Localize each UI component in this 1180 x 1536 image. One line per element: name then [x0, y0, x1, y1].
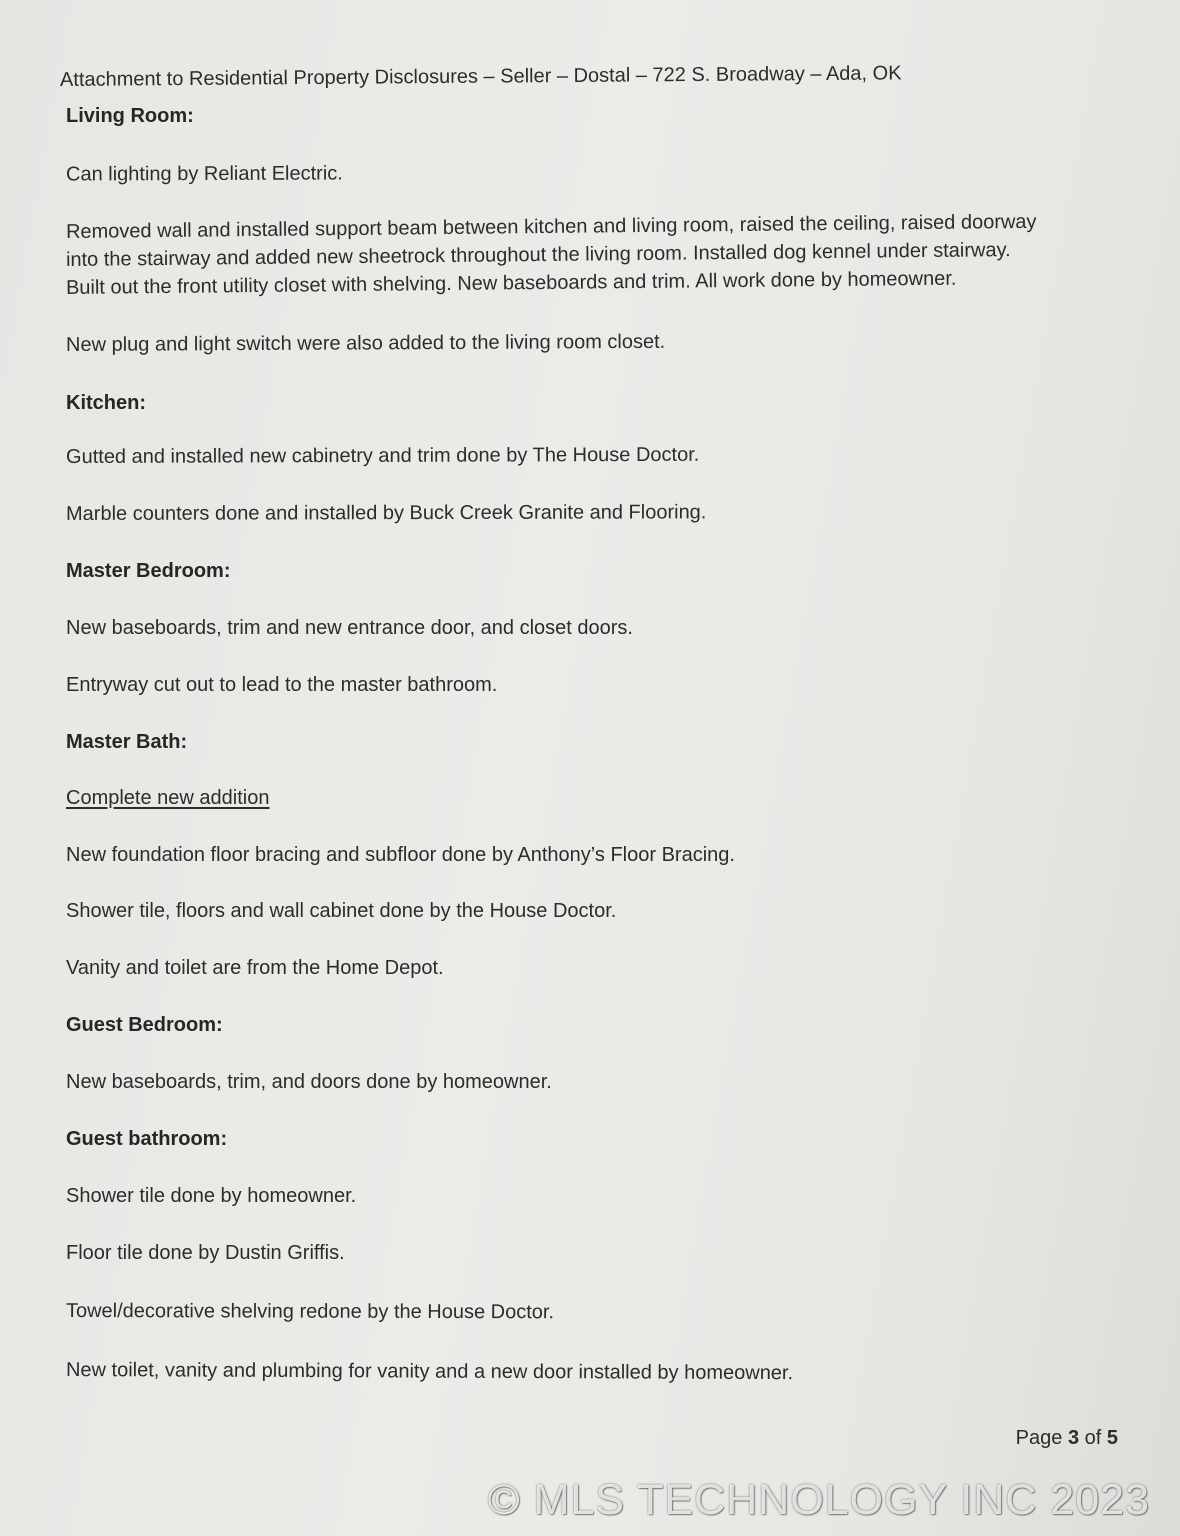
paragraph: Built out the front utility closet with shelving. New baseboards and trim. All work done by homeowner. [65, 267, 957, 299]
paragraph: Can lighting by Reliant Electric. [65, 162, 343, 186]
page-number [1016, 1424, 1118, 1452]
section-heading-living-room: Living Room: [66, 105, 194, 127]
paragraph: Floor tile done by Dustin Griffis. [66, 1242, 345, 1264]
paragraph: New foundation floor bracing and subfloor done by Anthony’s Floor Bracing. [66, 844, 735, 866]
paragraph: New baseboards, trim and new entrance door, and closet doors. [66, 617, 633, 639]
page-word: Page [1015, 1427, 1063, 1449]
paragraph: New plug and light switch were also added to the living room closet. [65, 330, 666, 356]
page-total: 5 [1106, 1427, 1118, 1449]
section-heading-master-bath: Master Bath: [66, 731, 188, 753]
paragraph: New toilet, vanity and plumbing for vanity and a new door installed by homeowner. [65, 1359, 794, 1385]
paragraph: Towel/decorative shelving redone by the House Doctor. [65, 1300, 555, 1324]
section-heading-guest-bedroom: Guest Bedroom: [66, 1014, 223, 1036]
section-heading-kitchen: Kitchen: [66, 392, 146, 414]
paragraph: Gutted and installed new cabinetry and trim done by The House Doctor. [65, 443, 700, 468]
subheading-complete-new-addition: Complete new addition [66, 787, 270, 809]
paragraph: Vanity and toilet are from the Home Depot. [66, 957, 444, 979]
paragraph: Shower tile, floors and wall cabinet done by the House Doctor. [66, 900, 617, 922]
paragraph: into the stairway and added new sheetrock throughout the living room. Installed dog kennel under stairway. [65, 239, 1011, 271]
paragraph: Entryway cut out to lead to the master bathroom. [66, 674, 498, 696]
page-current: 3 [1067, 1427, 1080, 1449]
paragraph: New baseboards, trim, and doors done by homeowner. [66, 1071, 552, 1093]
section-heading-master-bedroom: Master Bedroom: [66, 560, 231, 582]
paragraph: Marble counters done and installed by Buck Creek Granite and Flooring. [65, 501, 707, 525]
paragraph: Removed wall and installed support beam between kitchen and living room, raised the ceiling, raised doorway [65, 210, 1037, 243]
document-title: Attachment to Residential Property Disclosures – Seller – Dostal – 722 S. Broadway – Ada, OK [59, 62, 902, 91]
copyright-watermark: © MLS TECHNOLOGY INC 2023 [488, 1476, 1151, 1524]
paragraph: Shower tile done by homeowner. [66, 1185, 357, 1207]
page-of: of [1084, 1427, 1102, 1449]
section-heading-guest-bathroom: Guest bathroom: [66, 1128, 228, 1150]
